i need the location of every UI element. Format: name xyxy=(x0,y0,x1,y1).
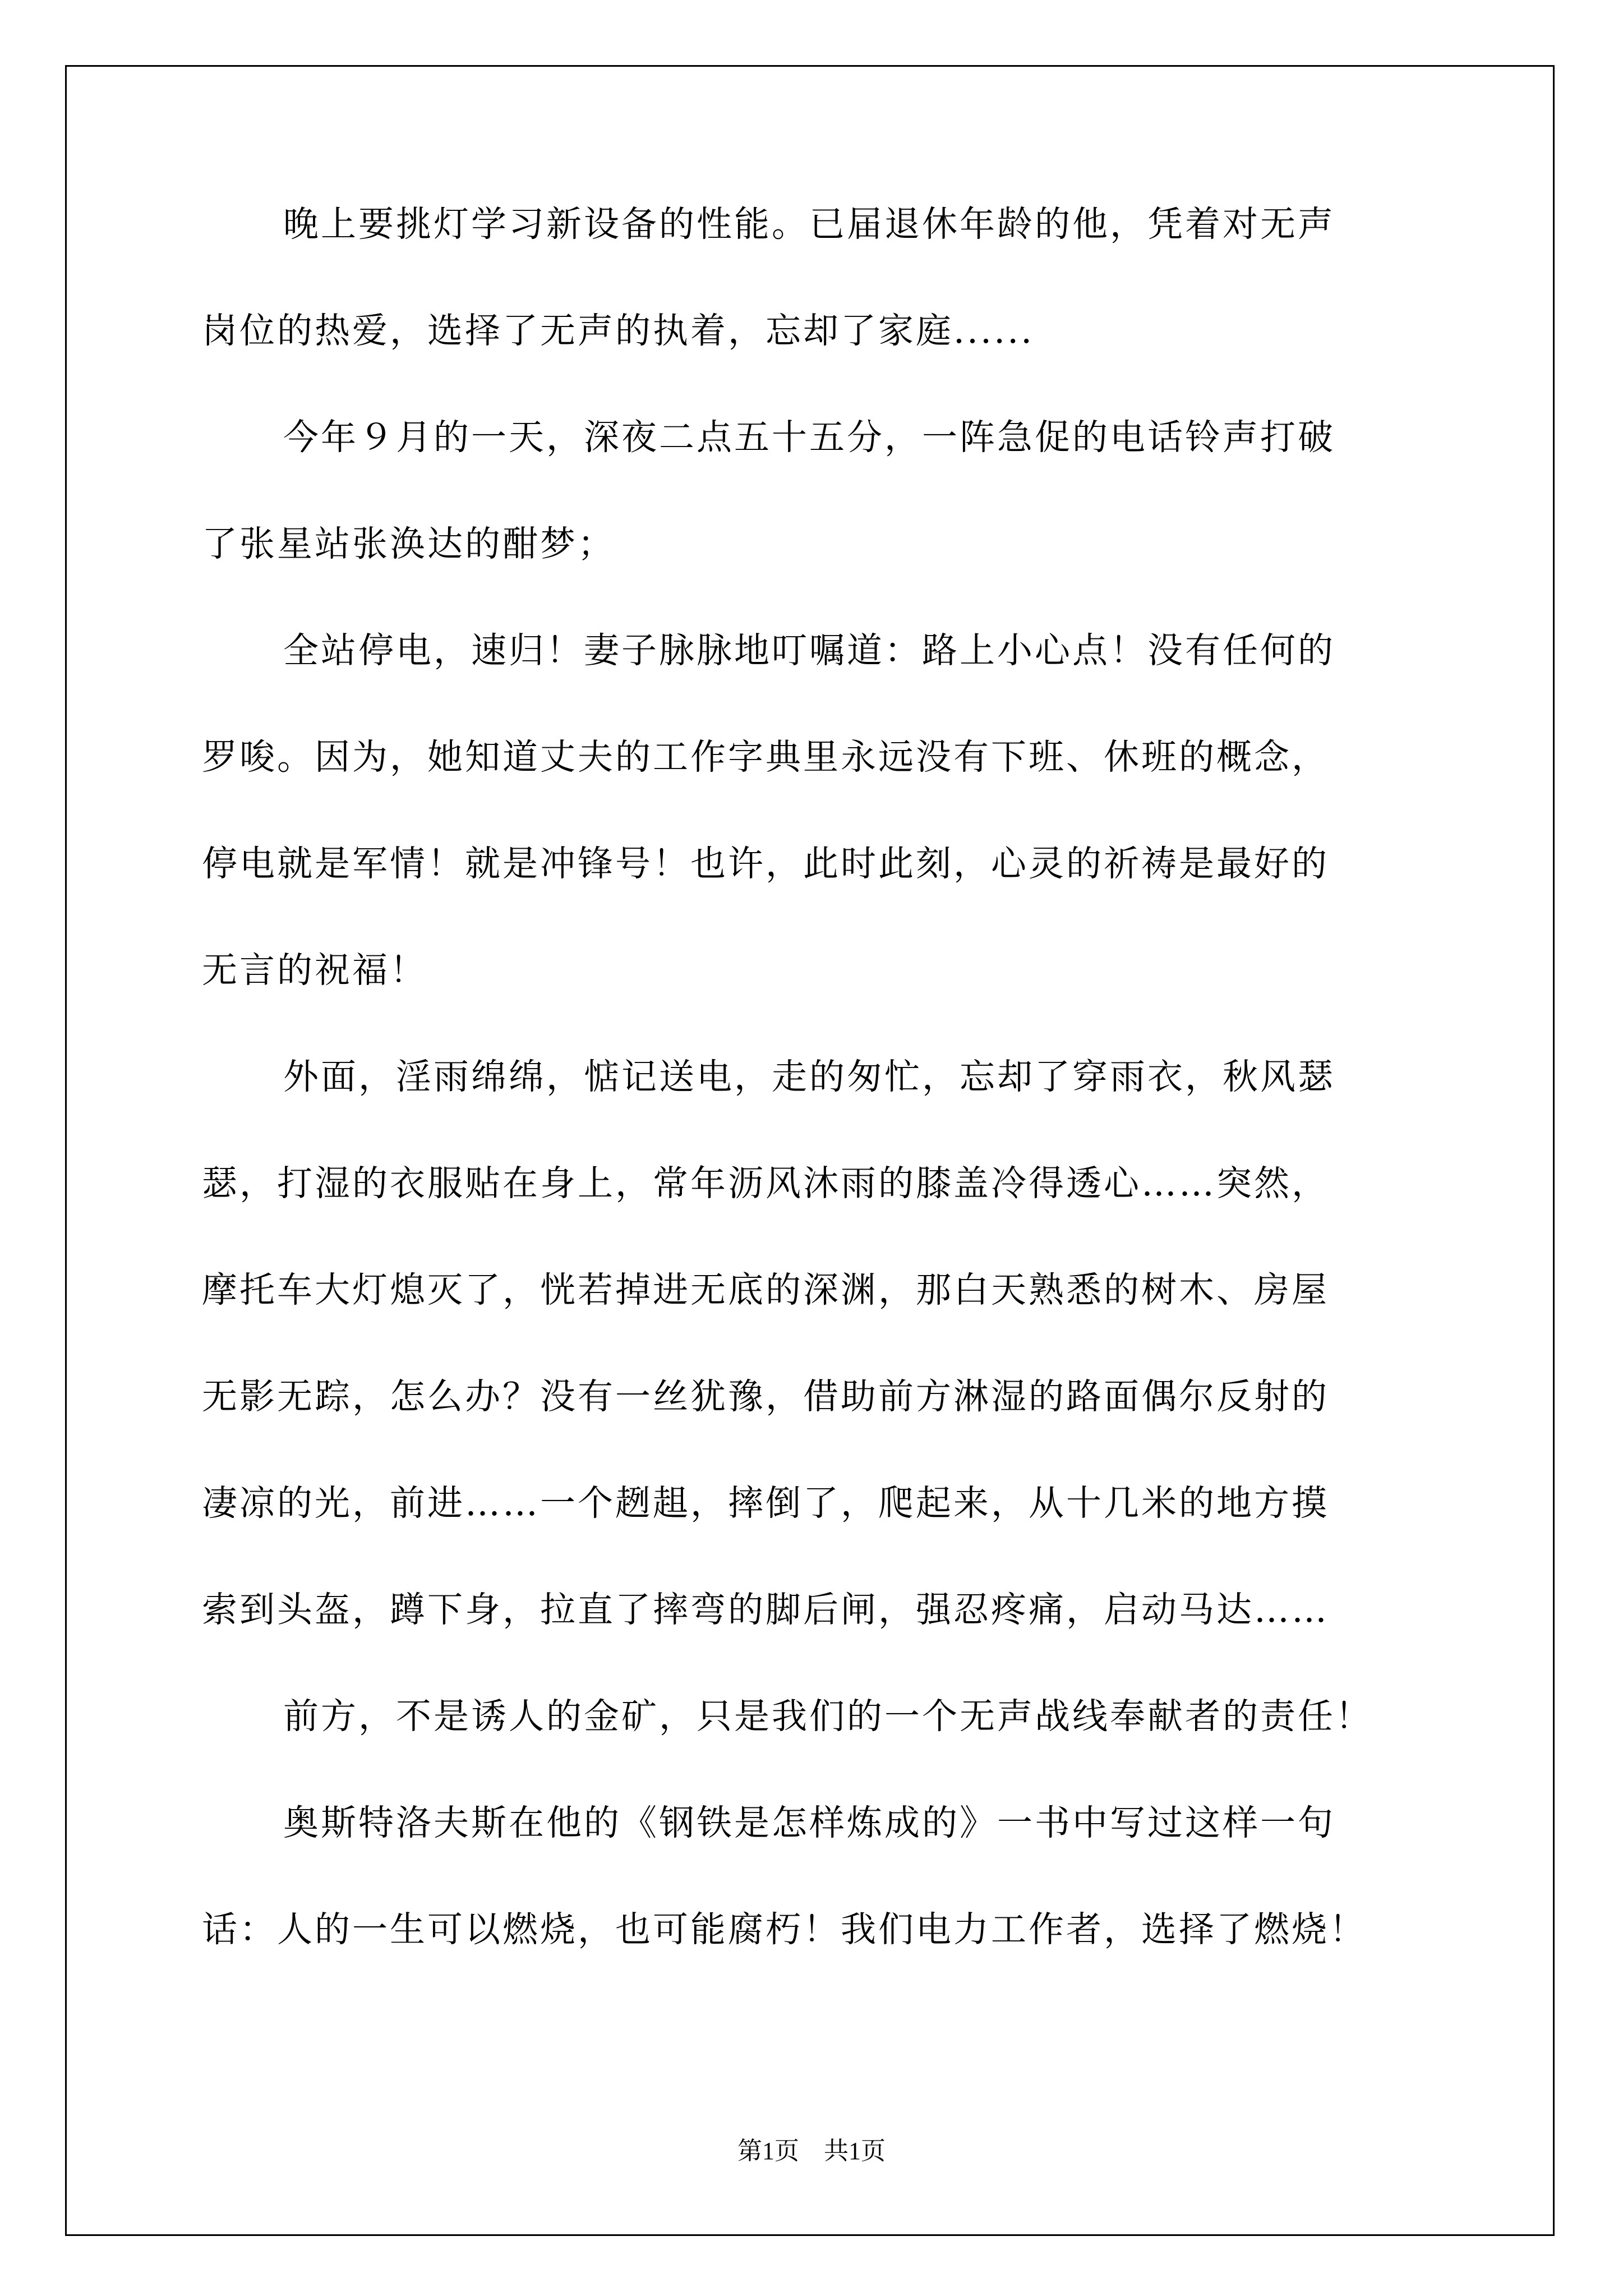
text-line: 了张星站张涣达的酣梦； xyxy=(202,523,615,564)
text-line: 全站停电，速归！妻子脉脉地叮嘱道：路上小心点！没有任何的 xyxy=(283,630,1335,671)
text-line: 晚上要挑灯学习新设备的性能。已届退休年龄的他，凭着对无声 xyxy=(283,204,1335,245)
text-line: 索到头盔，蹲下身，拉直了摔弯的脚后闸，强忍疼痛，启动马达…… xyxy=(202,1589,1329,1630)
text-line: 摩托车大灯熄灭了，恍若掉进无底的深渊，那白天熟悉的树木、房屋 xyxy=(202,1269,1329,1310)
text-line: 凄凉的光，前进……一个趔趄，摔倒了，爬起来，从十几米的地方摸 xyxy=(202,1483,1329,1524)
text-line: 瑟，打湿的衣服贴在身上，常年沥风沐雨的膝盖冷得透心……突然， xyxy=(202,1163,1329,1204)
text-line: 今年９月的一天，深夜二点五十五分，一阵急促的电话铃声打破 xyxy=(283,417,1335,458)
text-line: 奥斯特洛夫斯在他的《钢铁是怎样炼成的》一书中写过这样一句 xyxy=(283,1802,1335,1843)
text-line: 岗位的热爱，选择了无声的执着，忘却了家庭...... xyxy=(202,310,1035,351)
text-line: 前方，不是诱人的金矿，只是我们的一个无声战线奉献者的责任！ xyxy=(283,1696,1373,1737)
text-line: 外面，淫雨绵绵，惦记送电，走的匆忙，忘却了穿雨衣，秋风瑟 xyxy=(283,1056,1335,1097)
text-line: 无言的祝福！ xyxy=(202,950,427,991)
text-line: 无影无踪，怎么办？没有一丝犹豫，借助前方淋湿的路面偶尔反射的 xyxy=(202,1376,1329,1417)
text-line: 罗唆。因为，她知道丈夫的工作字典里永远没有下班、休班的概念， xyxy=(202,737,1329,777)
text-line: 话：人的一生可以燃烧，也可能腐朽！我们电力工作者，选择了燃烧！ xyxy=(202,1909,1367,1950)
page-number-footer: 第1页 共1页 xyxy=(737,2137,886,2165)
text-line: 停电就是军情！就是冲锋号！也许，此时此刻，心灵的祈祷是最好的 xyxy=(202,843,1329,884)
